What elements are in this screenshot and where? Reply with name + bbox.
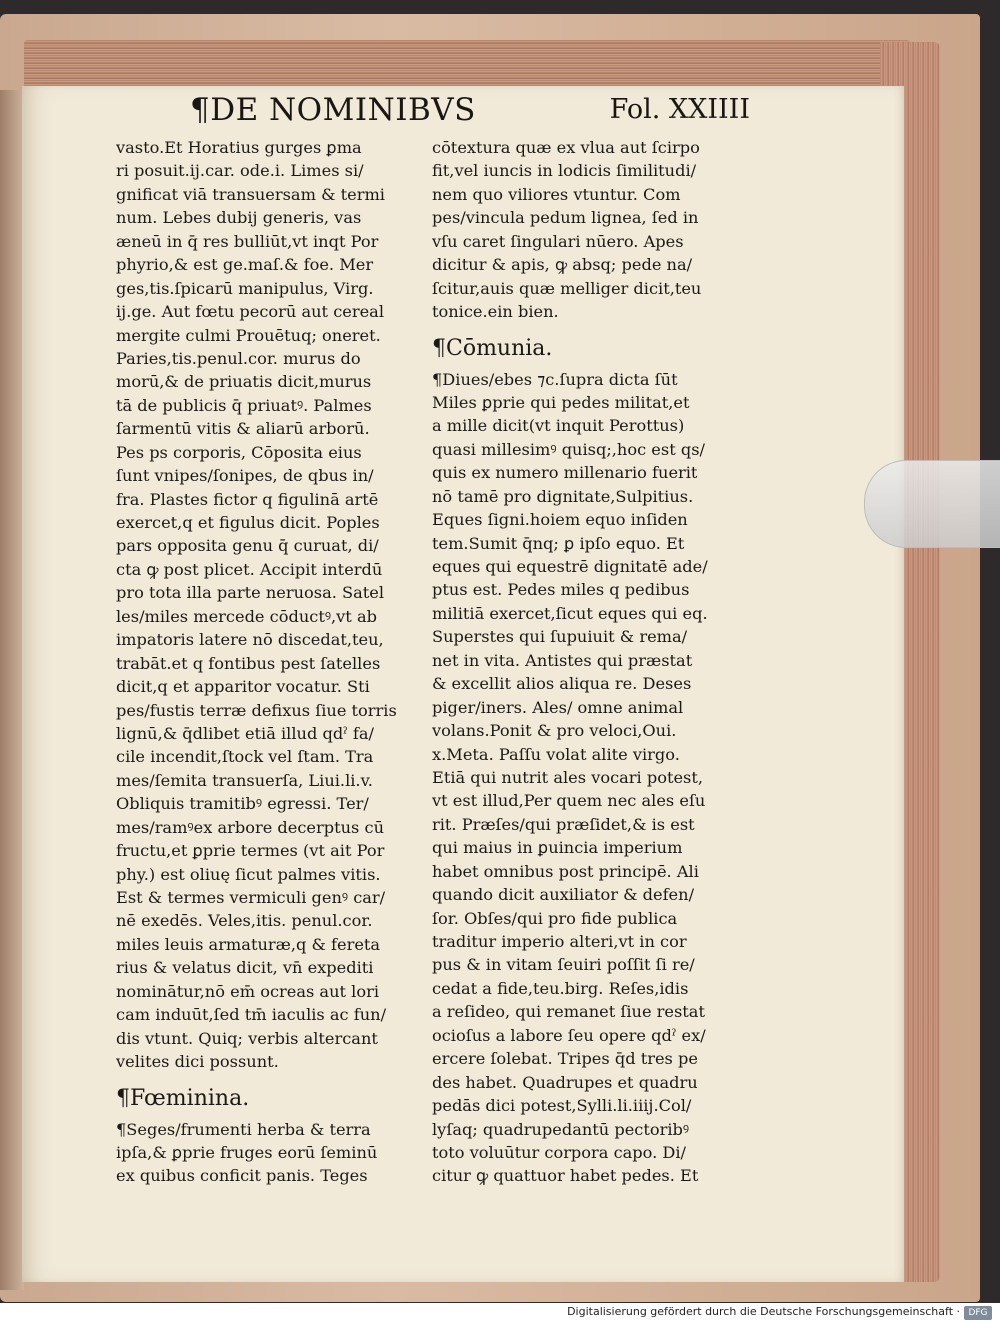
text-line: lignū,& q̄dlibet etiā illud qdˀ fa/ bbox=[116, 723, 374, 743]
page-clip bbox=[864, 460, 1000, 548]
text-line: gnificat viā transuersam & termi bbox=[116, 184, 385, 204]
text-line: quasi millesimꝰ quisq;,hoc est qs/ bbox=[432, 439, 705, 459]
text-line: Eques ſigni.hoiem equo inſiden bbox=[432, 510, 688, 530]
text-line: tā de publicis q̄ priuatꝰ. Palmes bbox=[116, 395, 372, 415]
text-line: nem quo viliores vtuntur. Com bbox=[432, 184, 681, 204]
text-line: traditur imperio alteri,vt in cor bbox=[432, 932, 687, 951]
text-line: lyſaq; quadrupedantū pectoribꝰ bbox=[432, 1119, 690, 1139]
text-line: les/miles mercede cōductꝰ,vt ab bbox=[116, 606, 377, 626]
text-line: ptus est. Pedes miles q pedibus bbox=[432, 580, 690, 600]
text-line: ſcitur,auis quæ melliger dicit,teu bbox=[432, 278, 702, 298]
text-line: rit. Præſes/qui præſidet,& is est bbox=[432, 814, 695, 834]
text-line: tonice.ein bien. bbox=[432, 302, 559, 322]
text-line: ſunt vnipes/ſonipes, de qbus in/ bbox=[116, 466, 374, 486]
text-line: exercet,q et figulus dicit. Poples bbox=[116, 513, 380, 532]
text-line: ex quibus conficit panis. Teges bbox=[116, 1166, 368, 1186]
text-line: ij.ge. Aut fœtu pecorū aut cereal bbox=[116, 302, 384, 322]
text-line: cedat a fide,teu.birg. Reſes,idis bbox=[432, 978, 689, 998]
text-line: dicitur & apis, ꝙ absq; pede na/ bbox=[432, 255, 693, 275]
text-line: x.Meta. Paſſu volat alite virgo. bbox=[432, 744, 680, 764]
text-line: ocioſus a labore ſeu opere qdˀ ex/ bbox=[432, 1025, 706, 1045]
text-line: quis ex numero millenario fuerit bbox=[432, 463, 698, 483]
text-line: miles leuis armaturæ,q & fereta bbox=[116, 934, 381, 954]
text-line: Miles ꝑprie qui pedes militat,et bbox=[432, 392, 690, 412]
text-line: mes/ramꝰex arbore decerptus cū bbox=[116, 817, 384, 837]
funding-notice: Digitalisierung gefördert durch die Deutsche Forschungsgemeinschaft · bbox=[567, 1305, 960, 1318]
book-spine-edge bbox=[0, 90, 24, 1290]
text-line: cam induūt,ſed tm̄ iaculis ac fun/ bbox=[116, 1005, 387, 1025]
text-line: net in vita. Antistes qui præstat bbox=[432, 650, 693, 670]
section-heading: ¶Fœminina. bbox=[116, 1085, 250, 1111]
text-line: cōtextura quæ ex vlua aut ſcirpo bbox=[432, 138, 700, 157]
page-header bbox=[190, 92, 750, 136]
text-line: num. Lebes dubij generis, vas bbox=[116, 208, 362, 228]
text-line: fructu,et ꝑprie termes (vt ait Por bbox=[116, 841, 385, 861]
text-line: fit,vel iuncis in lodicis ſimilitudi/ bbox=[432, 161, 697, 181]
text-line: dicit,q et apparitor vocatur. Sti bbox=[116, 677, 370, 697]
text-line: nō tamē pro dignitate,Sulpitius. bbox=[432, 486, 694, 506]
text-line: quando dicit auxiliator & defen/ bbox=[432, 885, 695, 905]
text-line: morū,& de priuatis dicit,murus bbox=[116, 372, 372, 392]
text-line: Est & termes vermiculi genꝰ car/ bbox=[116, 888, 386, 907]
text-line: ſor. Obſes/qui pro fide publica bbox=[432, 908, 678, 928]
text-line: pedās dici potest,Sylli.li.iiij.Col/ bbox=[432, 1096, 692, 1116]
text-line: dis vtunt. Quiq; verbis altercant bbox=[116, 1028, 378, 1048]
text-line: impatoris latere nō discedat,teu, bbox=[116, 630, 384, 650]
text-line: phyrio,& est ge.maſ.& foe. Mer bbox=[116, 255, 374, 275]
text-line: a reſideo, qui remanet ſiue restat bbox=[432, 1002, 705, 1022]
text-line: Obliquis tramitibꝰ egressi. Ter/ bbox=[116, 794, 369, 814]
text-line: eques qui equestrē dignitatē ade/ bbox=[432, 557, 708, 576]
text-line: ges,tis.ſpicarū manipulus, Virg. bbox=[116, 278, 374, 298]
text-line: & excellit alios aliqua re. Deses bbox=[432, 674, 692, 694]
text-line: ¶Seges/frumenti herba & terra bbox=[116, 1119, 371, 1139]
text-line: pes/vincula pedum lignea, ſed in bbox=[432, 208, 699, 228]
text-line: rius & velatus dicit, vn̄ expediti bbox=[116, 958, 374, 978]
text-line: cta ꝙ post plicet. Accipit interdū bbox=[116, 559, 383, 579]
text-line: mes/ſemita transuerſa, Liui.li.v. bbox=[116, 770, 373, 790]
text-line: fra. Plastes fictor q figulinā artē bbox=[116, 489, 379, 509]
text-line: ſarmentū vitis & aliarū arborū. bbox=[116, 419, 370, 439]
text-line: tem.Sumit q̄nq; ꝑ ipſo equo. Et bbox=[432, 533, 685, 553]
folio-number: Fol. XXIIII bbox=[609, 94, 750, 125]
text-line: trabāt.et q fontibus pest ſatelles bbox=[116, 653, 381, 673]
right-text-column bbox=[432, 136, 738, 1188]
text-line: nē exedēs. Veles,itis. penul.cor. bbox=[116, 911, 373, 931]
section-heading: ¶Cōmunia. bbox=[432, 335, 553, 361]
text-line: velites dici possunt. bbox=[116, 1052, 279, 1072]
text-line: piger/iners. Ales/ omne animal bbox=[432, 697, 684, 717]
text-line: Superstes qui ſupuiuit & rema/ bbox=[432, 627, 688, 647]
text-line: nominātur,nō em̄ ocreas aut lori bbox=[116, 981, 379, 1001]
text-line: pars opposita genu q̄ curuat, di/ bbox=[116, 536, 379, 556]
page-top-edge bbox=[24, 40, 914, 90]
text-line: toto voluūtur corpora capo. Di/ bbox=[432, 1142, 687, 1162]
text-line: citur ꝙ quattuor habet pedes. Et bbox=[432, 1166, 699, 1186]
text-line: pro tota illa parte neruosa. Satel bbox=[116, 583, 385, 603]
text-line: ercere ſolebat. Tripes q̄d tres pe bbox=[432, 1049, 698, 1069]
text-line: ri posuit.ij.car. ode.i. Limes si/ bbox=[116, 161, 364, 181]
text-line: a mille dicit(vt inquit Perottus) bbox=[432, 416, 685, 436]
text-line: des habet. Quadrupes et quadru bbox=[432, 1072, 698, 1092]
text-line: vasto.Et Horatius gurges ꝑma bbox=[116, 138, 362, 157]
text-line: vſu caret ſingulari nūero. Apes bbox=[432, 231, 684, 251]
text-line: Pes ps corporis, Cōposita eius bbox=[116, 442, 362, 462]
text-line: vt est illud,Per quem nec ales eſu bbox=[432, 791, 706, 811]
left-text-column bbox=[116, 136, 418, 1188]
text-line: qui maius in ꝑuincia imperium bbox=[432, 838, 683, 858]
text-line: pus & in vitam ſeuiri poſſit ſi re/ bbox=[432, 955, 695, 975]
dfg-logo: DFG bbox=[964, 1306, 992, 1320]
running-title: ¶DE NOMINIBVS bbox=[190, 92, 476, 128]
text-line: æneū in q̄ res bulliūt,vt inqt Por bbox=[116, 231, 379, 251]
text-line: cile incendit,ſtock vel ſtam. Tra bbox=[116, 747, 374, 767]
text-line: mergite culmi Prouētuq; oneret. bbox=[116, 325, 381, 345]
text-line: phy.) est oliuę ſicut palmes vitis. bbox=[116, 864, 381, 884]
text-line: Paries,tis.penul.cor. murus do bbox=[116, 348, 361, 368]
digitization-footer bbox=[0, 1303, 1000, 1323]
text-line: Etiā qui nutrit ales vocari potest, bbox=[432, 767, 704, 787]
text-line: pes/fustis terræ defixus ſiue torris bbox=[116, 700, 397, 720]
text-line: ¶Diues/ebes ⁊c.ſupra dicta ſūt bbox=[432, 369, 678, 389]
text-line: habet omnibus post principē. Ali bbox=[432, 861, 699, 881]
text-line: ipſa,& ꝑprie fruges eorū ſeminū bbox=[116, 1142, 378, 1162]
text-line: volans.Ponit & pro veloci,Oui. bbox=[432, 721, 677, 741]
text-line: militiā exercet,ſicut eques qui eq. bbox=[432, 603, 708, 623]
